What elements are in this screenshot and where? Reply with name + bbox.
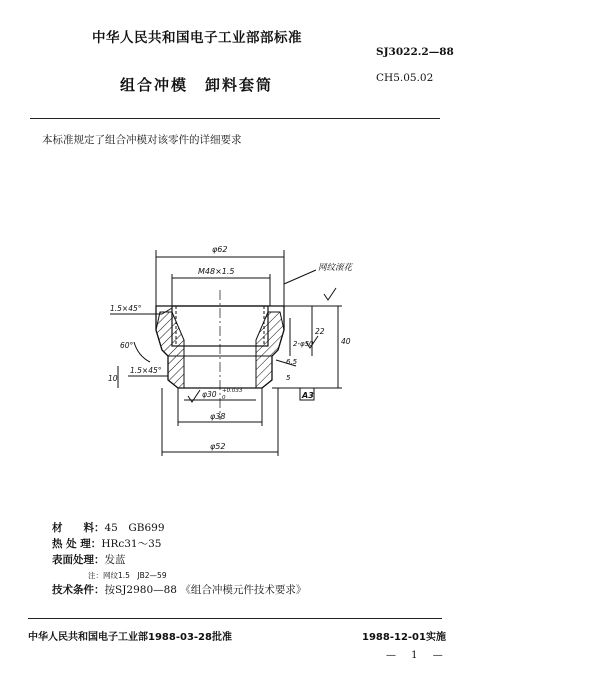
label-chamfer-top: 1.5×45°: [110, 304, 142, 313]
label-phi30-tol2: 0: [222, 395, 226, 401]
label-knurl: 网纹滚花: [318, 263, 353, 273]
label-phi50: 2-φ50: [293, 340, 314, 348]
material-value: 45 GB699: [104, 522, 165, 534]
spec-technical-conditions: [52, 582, 306, 597]
surface-label: 表面处理：: [52, 554, 105, 566]
roughness-symbol-top: [324, 288, 336, 300]
surface-value: 发蓝: [104, 554, 126, 566]
approval-line: 中华人民共和国电子工业部1988-03-28批准: [28, 632, 232, 643]
hatch-left: [156, 312, 184, 388]
label-dim10: 10: [108, 374, 118, 383]
classification-code: CH5.05.02: [376, 72, 434, 84]
spec-material: [52, 520, 165, 535]
footer-rule: [28, 618, 442, 619]
material-label: 材 料：: [52, 522, 105, 534]
header-rule: [30, 118, 440, 119]
label-dim22: 22: [315, 327, 325, 336]
label-dim6-5: 6.5: [286, 358, 298, 366]
part-drawing: [90, 230, 380, 470]
label-dim40: 40: [341, 337, 351, 346]
issuing-organization: 中华人民共和国电子工业部部标准: [92, 30, 302, 46]
label-m48: M48×1.5: [198, 267, 235, 276]
heat-value: HRc31～35: [101, 538, 162, 550]
spec-heat-treatment: [52, 536, 161, 551]
spec-surface-treatment: [52, 552, 126, 567]
label-dim5: 5: [286, 374, 291, 382]
standard-code: SJ3022.2—88: [376, 46, 454, 58]
label-phi30: φ30: [202, 390, 217, 399]
document-title: 组合冲模 卸料套筒: [120, 76, 274, 94]
page-number: — 1 —: [386, 650, 449, 661]
leader-knurl: [284, 270, 316, 284]
label-angle-60: 60°: [120, 341, 134, 350]
effective-date: 1988-12-01实施: [362, 632, 446, 643]
tech-value: 按SJ2980—88 《组合冲模元件技术要求》: [104, 584, 307, 596]
label-phi38: φ38: [210, 412, 226, 421]
tech-label: 技术条件：: [52, 584, 105, 596]
heat-label: 热 处 理：: [52, 538, 102, 550]
spec-note: 注：网纹1.5 JB2—59: [88, 571, 167, 580]
label-phi62: φ62: [212, 245, 228, 254]
datum-label: A3: [302, 391, 314, 400]
angle-arc-60: [134, 342, 150, 362]
label-phi52: φ52: [210, 442, 226, 451]
intro-text: 本标准规定了组合冲模对该零件的详细要求: [42, 134, 242, 146]
hatch-right: [256, 312, 284, 388]
label-phi30-tol: +0.033: [222, 388, 243, 394]
label-chamfer-bot: 1.5×45°: [130, 366, 162, 375]
